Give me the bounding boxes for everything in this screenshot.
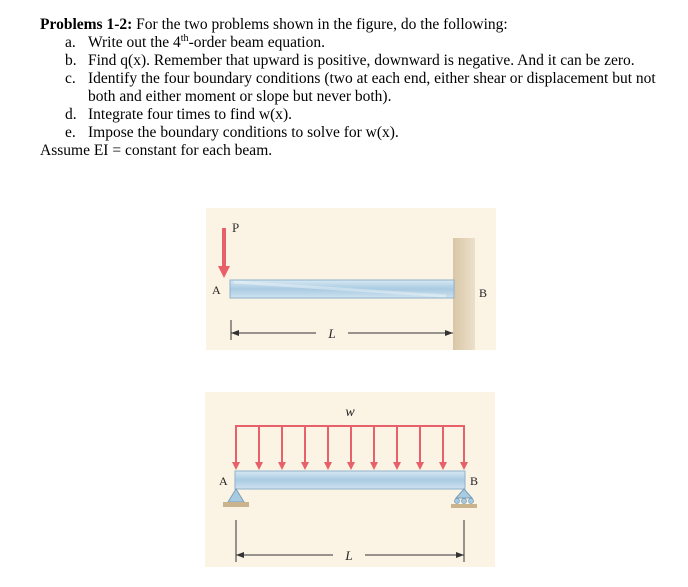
end-b-label: B: [470, 474, 479, 488]
dim-arrow-left: [231, 330, 239, 336]
distributed-load-label: w: [345, 405, 355, 420]
step-marker: e.: [65, 124, 76, 141]
dim-arrow-right: [456, 552, 464, 558]
pin-ground: [223, 502, 249, 507]
step-marker: b.: [65, 52, 77, 69]
end-a-label: A: [212, 283, 221, 297]
step-e-text: Impose the boundary conditions to solve for w(x).: [88, 124, 399, 141]
simply-supported-diagram: [205, 392, 495, 567]
step-a-text: Write out the 4: [88, 34, 181, 51]
step-d: [40, 106, 670, 124]
problem-intro-text: For the two problems shown in the figure, do the following:: [132, 16, 508, 33]
dim-arrow-right: [445, 330, 453, 336]
step-marker: c.: [65, 70, 76, 87]
step-b-text: Find q(x). Remember that upward is positive, downward is negative. And it can be zero.: [88, 52, 635, 69]
step-c: [40, 70, 670, 106]
step-a-sup: th: [180, 32, 189, 44]
roller-ground: [451, 504, 477, 508]
steps-list: [40, 34, 670, 142]
pin-support: [228, 489, 244, 502]
problem-heading: Problems 1-2:: [40, 16, 133, 33]
end-a-label: A: [219, 474, 228, 488]
roller-wheel: [462, 499, 467, 504]
step-a: [40, 34, 670, 52]
length-label: L: [345, 548, 353, 563]
figure-cantilever: [206, 208, 496, 350]
distributed-load-arrows: [232, 426, 468, 470]
assumption-text: Assume EI = constant for each beam.: [40, 142, 273, 159]
step-d-text: Integrate four times to find w(x).: [88, 106, 293, 123]
step-c-text: Identify the four boundary conditions (two at each end, either shear or displacement but not both and either moment or slope but never both).: [88, 70, 656, 105]
roller-wheel: [469, 499, 474, 504]
beam: [235, 471, 465, 489]
dim-arrow-left: [236, 552, 244, 558]
step-marker: d.: [65, 106, 77, 123]
problem-intro: [40, 16, 670, 34]
end-b-label: B: [479, 286, 488, 300]
length-label: L: [328, 326, 336, 341]
point-load-label: P: [232, 220, 240, 235]
step-a-text-end: -order beam equation.: [188, 34, 325, 51]
problem-statement: [40, 16, 670, 160]
step-b: [40, 52, 670, 70]
fixed-wall: [453, 238, 475, 350]
roller-support: [456, 489, 472, 498]
step-marker: a.: [65, 34, 76, 51]
point-load-arrowhead: [218, 266, 230, 278]
roller-wheel: [455, 499, 460, 504]
step-e: [40, 124, 670, 142]
cantilever-diagram: [206, 208, 496, 350]
figure-simply-supported: [205, 392, 495, 567]
